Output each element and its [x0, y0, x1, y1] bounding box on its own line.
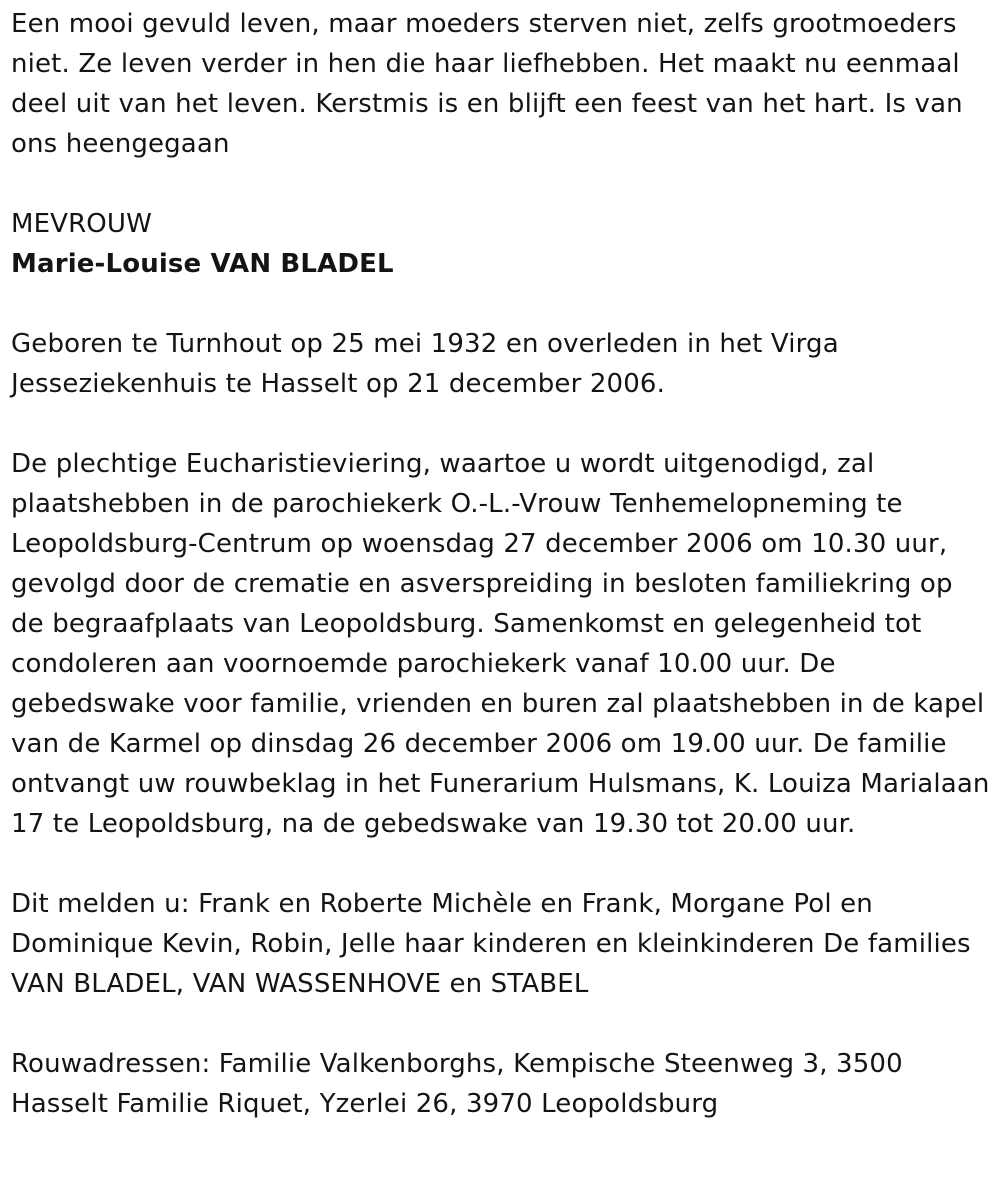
paragraph-gap [11, 1004, 991, 1044]
paragraph-gap [11, 164, 991, 204]
intro-paragraph: Een mooi gevuld leven, maar moeders sterven niet, zelfs grootmoeders niet. Ze leven verder in hen die haar liefhebben. Het maakt nu eenmaal deel uit van het leven. Kerstmis is en blijft een feest van het hart. Is van ons heengegaan [11, 9, 963, 159]
addresses-paragraph: Rouwadressen: Familie Valkenborghs, Kempische Steenweg 3, 3500 Hasselt Familie Riquet, Yzerlei 26, 3970 Leopoldsburg [11, 1049, 903, 1119]
obituary-document [11, 4, 991, 1124]
announcers-paragraph: Dit melden u: Frank en Roberte Michèle en Frank, Morgane Pol en Dominique Kevin, Robin, Jelle haar kinderen en kleinkinderen De families VAN BLADEL, VAN WASSENHOVE en STABEL [11, 889, 971, 999]
paragraph-gap [11, 284, 991, 324]
salutation: MEVROUW [11, 209, 152, 239]
birth-death-paragraph: Geboren te Turnhout op 25 mei 1932 en overleden in het Virga Jesseziekenhuis te Hasselt op 21 december 2006. [11, 329, 839, 399]
paragraph-gap [11, 844, 991, 884]
deceased-name: Marie-Louise VAN BLADEL [11, 249, 394, 279]
ceremony-paragraph: De plechtige Eucharistieviering, waartoe u wordt uitgenodigd, zal plaatshebben in de parochiekerk O.-L.-Vrouw Tenhemelopneming te Leopoldsburg-Centrum op woensdag 27 december 2006 om 10.30 uur, gevolgd door de crematie en asverspreiding in besloten familiekring op de begraafplaats van Leopoldsburg. Samenkomst en gelegenheid tot condoleren aan voornoemde parochiekerk vanaf 10.00 uur. De gebedswake voor familie, vrienden en buren zal plaatshebben in de kapel van de Karmel op dinsdag 26 december 2006 om 19.00 uur. De familie ontvangt uw rouwbeklag in het Funerarium Hulsmans, K. Louiza Marialaan 17 te Leopoldsburg, na de gebedswake van 19.30 tot 20.00 uur. [11, 449, 990, 839]
paragraph-gap [11, 404, 991, 444]
